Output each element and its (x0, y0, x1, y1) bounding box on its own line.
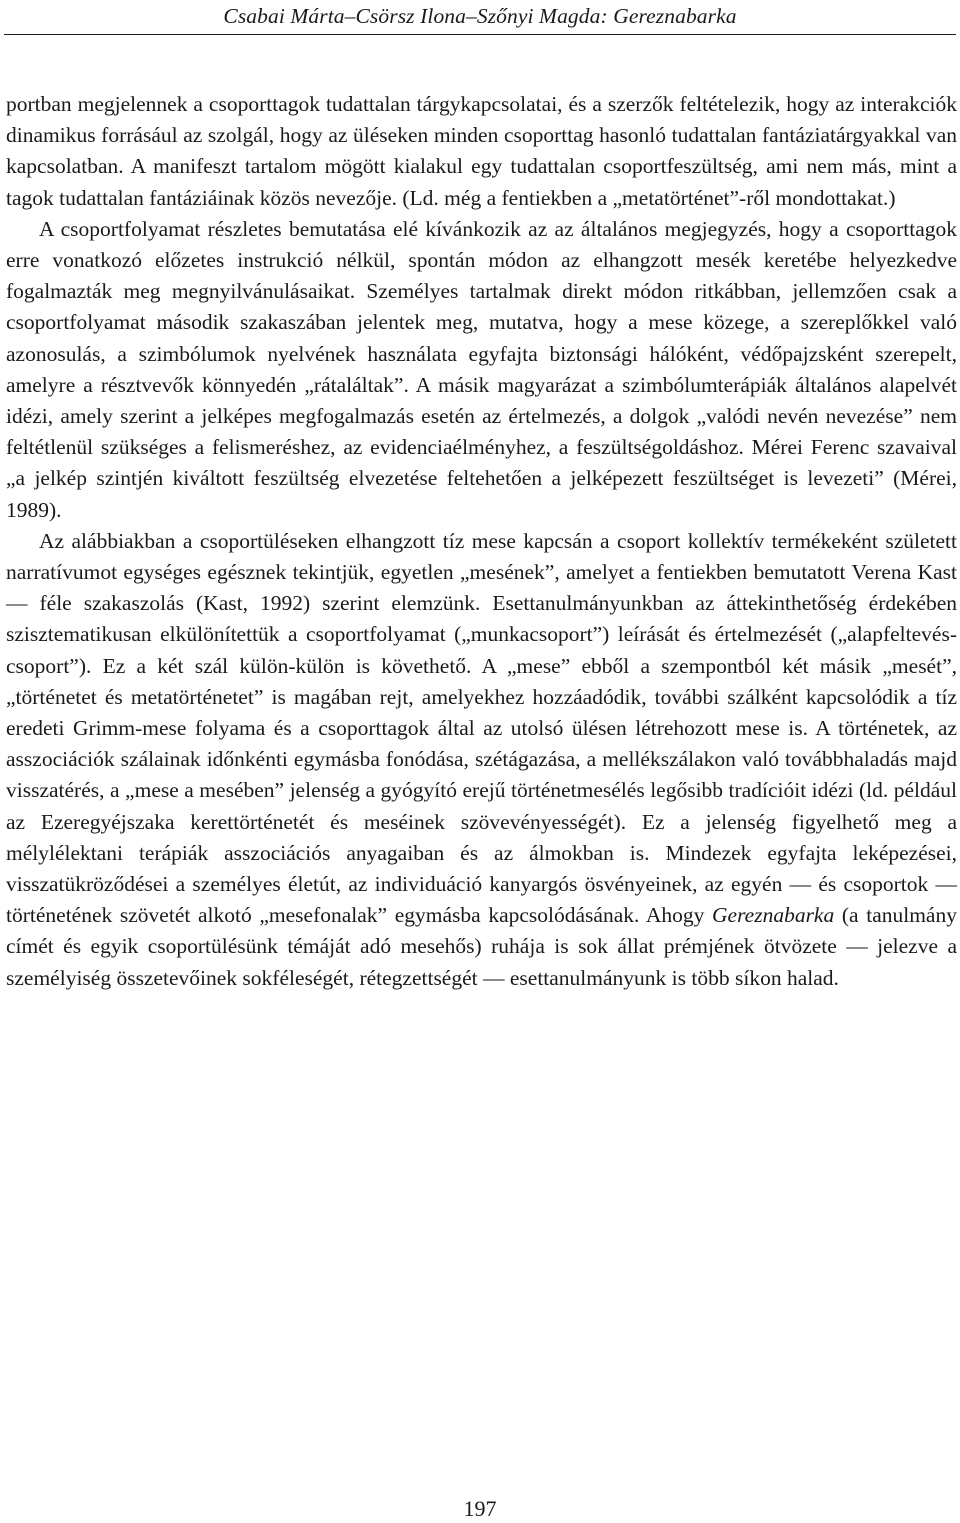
header-rule (4, 34, 956, 35)
paragraph-1: portban megjelennek a csoporttagok tudattalan tárgykapcsolatai, és a szerzők feltételezik, hogy az interakciók dinamikus forrásául az szolgál, hogy az üléseken minden csoporttag hasonló tudattalan fantáziatárgyakkal van kapcsolatban. A manifeszt tartalom mögött kialakul egy tudattalan csoportfeszültség, ami nem más, mint a tagok tudattalan fantáziáinak közös nevezője. (Ld. még a fentiekben a „metatörténet”-ről mondottakat.) (6, 92, 957, 210)
paragraph-3-title-emphasis: Gereznabarka (712, 903, 835, 928)
running-head: Csabai Márta–Csörsz Ilona–Szőnyi Magda: Gereznabarka (223, 4, 737, 28)
paragraph-3-text-after: (a tanulmány címét és egyik csoportülésünk témáját adó mesehős) ruhája is sok állat prémjének ötvözete — jelezve a személyiség összetevőinek sokféleségét, rétegzettségét — esettanulmányunk is több síkon halad. (6, 903, 957, 990)
page-number: 197 (463, 1496, 497, 1521)
paragraph-3-text-before: Az alábbiakban a csoportüléseken elhangzott tíz mese kapcsán a csoport kollektív termékeként született narratívumot egységes egésznek tekintjük, egyetlen „mesének”, amelyet a fentiekben bemutatott Verena Kast — féle szakaszolás (Kast, 1992) szerint elemzünk. Esettanulmányunkban az áttekinthetőség érdekében szisztematikusan elkülönítettük a csoportfolyamat („munkacsoport”) leírását és értelmezését („alapfeltevés-csoport”). Ez a két szál külön-külön is követhető. A „mese” ebből a szempontból két másik „mesét”, „történetet és metatörténetet” is magában rejt, amelyekhez hozzáadódik, további szálként kapcsolódik a tíz eredeti Grimm-mese folyama és a csoporttagok által az utolsó ülésen létrehozott mese is. A történetek, az asszociációk szálainak időnkénti egymásba fonódása, szétágazása, a mellékszálakon való továbbhaladás majd visszatérés, a „mese a mesében” jelenség a gyógyító erejű történetmesélés legősibb tradícióit idézi (ld. például az Ezeregyéjszaka kerettörténetét és meséinek szövevényességét). Ez a jelenség figyelhető meg a mélylélektani terápiák asszociációs anyagaiban és az álmokban is. Mindezek egyfajta leképezései, visszatükröződései a személyes életút, az individuáció kanyargós ösvényeinek, az egyén — és csoportok — történetének szövetét alkotó „mesefonalak” egymásba kapcsolódásának. Ahogy (6, 528, 957, 928)
paragraph-2: A csoportfolyamat részletes bemutatása elé kívánkozik az az általános megjegyzés, hogy a csoporttagok erre vonatkozó előzetes instrukció nélkül, spontán módon az elhangzott mesék keretébe helyezkedve fogalmazták meg megnyilvánulásaikat. Személyes tartalmak direkt módon ritkábban, jellemzően csak a csoportfolyamat második szakaszában jelentek meg, mutatva, hogy a mese közege, a szereplőkkel való azonosulás, a szimbólumok nyelvének használata egyfajta biztonsági hálóként, védőpajzsként szerepelt, amelyre a résztvevők könnyedén „rátaláltak”. A másik magyarázat a szimbólumterápiák általános alapelvét idézi, amely szerint a jelképes megfogalmazás esetén az értelmezés, a dolgok „valódi nevén nevezése” nem feltétlenül szükséges a felismeréshez, az evidenciaélményhez, a feszültségoldáshoz. Mérei Ferenc szavaival „a jelkép szintjén kiváltott feszültség elvezetése feltehetően a jelképezett feszültséget is levezeti” (Mérei, 1989). (6, 216, 957, 522)
body-text (6, 89, 957, 994)
paragraph-3 (6, 526, 957, 994)
